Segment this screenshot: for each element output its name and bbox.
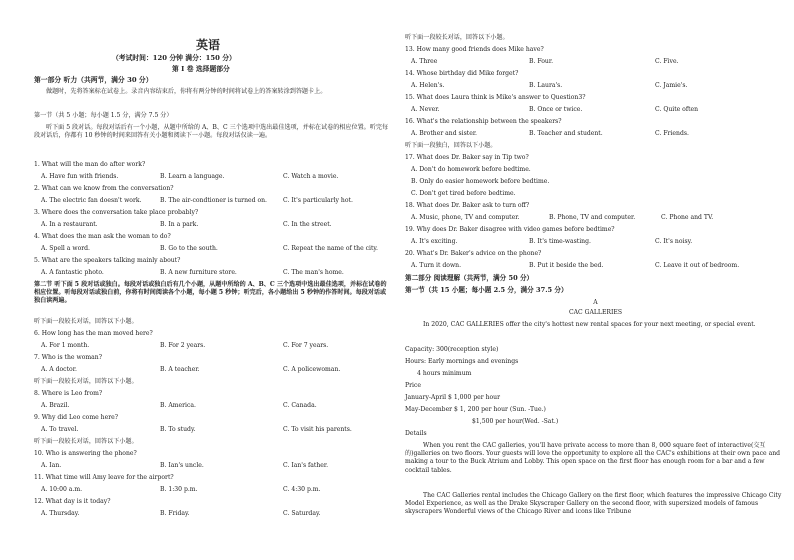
q9-option-a[interactable]: A. To travel. <box>41 426 79 433</box>
details-heading: Details <box>405 430 427 437</box>
q1-option-b[interactable]: B. Learn a language. <box>160 173 225 180</box>
passage-title: CAC GALLERIES <box>568 309 623 316</box>
q10-option-b[interactable]: B. Ian's uncle. <box>160 462 204 469</box>
q11-option-c[interactable]: C. 4:30 p.m. <box>283 486 321 493</box>
q4-option-b[interactable]: B. Go to the south. <box>160 245 218 252</box>
q20-option-c[interactable]: C. Leave it out of bedroom. <box>655 262 740 269</box>
q8-option-a[interactable]: A. Brazil. <box>41 402 70 409</box>
q12-option-b[interactable]: B. Friday. <box>160 510 190 517</box>
question-7: 7. Who is the woman? <box>34 354 102 361</box>
listen-instruction-8: 听下面一段较长对话，回答以下小题。 <box>34 378 138 385</box>
question-18: 18. What does Dr. Baker ask to turn off? <box>405 202 530 209</box>
q10-option-c[interactable]: C. Ian's father. <box>283 462 329 469</box>
q13-option-a[interactable]: A. Three <box>411 58 438 65</box>
q19-option-b[interactable]: B. It's time-wasting. <box>529 238 591 245</box>
q7-option-b[interactable]: B. A teacher. <box>160 366 200 373</box>
passage-intro: In 2020, CAC GALLERIES offer the city's hottest new rental spaces for your next meeting, or special event. <box>423 321 756 328</box>
q20-option-b[interactable]: B. Put it beside the bed. <box>529 262 604 269</box>
question-2: 2. What can we know from the conversation? <box>34 185 174 192</box>
listen-instruction-13: 听下面一段较长对话，回答以下小题。 <box>405 34 509 41</box>
volume-heading: 第 I 卷 选择题部分 <box>172 65 230 73</box>
q1-option-c[interactable]: C. Watch a movie. <box>283 173 339 180</box>
price-line-2: May-December $ 1, 200 per hour (Sun. -Tue.) <box>405 406 546 413</box>
q1-option-a[interactable]: A. Have fun with friends. <box>41 173 119 180</box>
question-3: 3. Where does the conversation take place probably? <box>34 209 199 216</box>
price-line-1: January-April $ 1,000 per hour <box>405 394 501 401</box>
q18-option-a[interactable]: A. Music, phone, TV and computer. <box>411 214 520 221</box>
part1-heading: 第一部分 听力（共两节，满分 30 分） <box>34 76 153 84</box>
passage-letter: A <box>593 299 598 306</box>
question-16: 16. What's the relationship between the speakers? <box>405 118 562 125</box>
q16-option-b[interactable]: B. Teacher and student. <box>529 130 603 137</box>
listen-instruction-17: 听下面一段独白，回答以下小题。 <box>405 142 497 149</box>
q5-option-a[interactable]: A. A fantastic photo. <box>41 269 104 276</box>
part2-heading: 第二部分 阅读理解（共两节，满分 50 分） <box>405 274 534 282</box>
q8-option-c[interactable]: C. Canada. <box>283 402 317 409</box>
q7-option-a[interactable]: A. A doctor. <box>41 366 77 373</box>
q8-option-b[interactable]: B. America. <box>160 402 196 409</box>
q5-option-c[interactable]: C. The man's home. <box>283 269 344 276</box>
q19-option-a[interactable]: A. It's exciting. <box>411 238 458 245</box>
q12-option-a[interactable]: A. Thursday. <box>41 510 80 517</box>
q17-option-b[interactable]: B. Only do easier homework before bedtime. <box>411 178 550 185</box>
q7-option-c[interactable]: C. A policewoman. <box>283 366 341 373</box>
question-12: 12. What day is it today? <box>34 498 111 505</box>
q12-option-c[interactable]: C. Saturday. <box>283 510 321 517</box>
q2-option-b[interactable]: B. The air-condtioner is turned on. <box>160 197 267 204</box>
question-14: 14. Whose birthday did Mike forget? <box>405 70 519 77</box>
question-4: 4. What does the man ask the woman to do? <box>34 233 171 240</box>
q15-option-b[interactable]: B. Once or twice. <box>529 106 583 113</box>
q9-option-c[interactable]: C. To visit his parents. <box>283 426 352 433</box>
question-15: 15. What does Laura think is Mike's answer to Question3? <box>405 94 586 101</box>
price-line-3: $1,500 per hour(Wed. -Sat.) <box>472 418 559 425</box>
question-10: 10. Who is answering the phone? <box>34 450 137 457</box>
right-column <box>397 0 794 560</box>
q17-option-a[interactable]: A. Don't do homework before bedtime. <box>411 166 531 173</box>
q11-option-a[interactable]: A. 10:00 a.m. <box>41 486 83 493</box>
question-20: 20. What's Dr. Baker's advice on the phone? <box>405 250 542 257</box>
q18-option-b[interactable]: B. Phone, TV and computer. <box>549 214 636 221</box>
question-13: 13. How many good friends does Mike have? <box>405 46 544 53</box>
q6-option-b[interactable]: B. For 2 years. <box>160 342 206 349</box>
q4-option-c[interactable]: C. Repeat the name of the city. <box>283 245 378 252</box>
q13-option-c[interactable]: C. Five. <box>655 58 679 65</box>
details-paragraph-1: When you rent the CAC galleries, you'll have private access to more than 8, 000 square feet of interactive(交互的)galleries on two floors. Your guests will love the opportunity to explore all the CAC's exhibitions at their own pace and making a tour to the Buck Atrium and Lobby. This open space on the first floor has enough room for a bar and a few cocktail tables. <box>405 442 781 474</box>
q9-option-b[interactable]: B. To study. <box>160 426 196 433</box>
q16-option-c[interactable]: C. Friends. <box>655 130 689 137</box>
q3-option-b[interactable]: B. In a park. <box>160 221 199 228</box>
q14-option-a[interactable]: A. Helen's. <box>411 82 445 89</box>
question-9: 9. Why did Leo come here? <box>34 414 118 421</box>
q15-option-c[interactable]: C. Quite often <box>655 106 699 113</box>
hours-minimum-line: 4 hours minimum <box>417 370 472 377</box>
capacity-line: Capacity: 300(reception style) <box>405 346 499 353</box>
question-8: 8. Where is Leo from? <box>34 390 103 397</box>
section2-heading: 第二节 听下面 5 段对话或独白。每段对话或独白后有几个小题，从题中所给的 A、B、C 三个选项中选出最佳选项，并标在试卷的相应位置。听每段对话或独白前，你将有时间阅读各个小题，每小题 5 秒钟；听完后，各小题给出 5 秒钟的作答时间。每段对话或独白读两遍。 <box>34 281 387 305</box>
section1-heading: 第一节（共 5 小题；每小题 1.5 分，满分 7.5 分） <box>34 112 173 119</box>
q13-option-b[interactable]: B. Four. <box>529 58 554 65</box>
q14-option-c[interactable]: C. Jamie's. <box>655 82 688 89</box>
question-6: 6. How long has the man moved here? <box>34 330 153 337</box>
q17-option-c[interactable]: C. Don't get tired before bedtime. <box>411 190 516 197</box>
q11-option-b[interactable]: B. 1:30 p.m. <box>160 486 198 493</box>
q6-option-c[interactable]: C. For 7 years. <box>283 342 329 349</box>
q16-option-a[interactable]: A. Brother and sister. <box>411 130 477 137</box>
q19-option-c[interactable]: C. It's noisy. <box>655 238 693 245</box>
hours-line: Hours: Early mornings and evenings <box>405 358 519 365</box>
question-1: 1. What will the man do after work? <box>34 161 146 168</box>
listening-intro: 做题时，先将答案标在试卷上。录音内容结束后，你将有两分钟的时间将试卷上的答案转涂到答题卡上。 <box>46 88 327 95</box>
part2-section1-heading: 第一节（共 15 小题；每小题 2.5 分，满分 37.5 分） <box>405 286 568 294</box>
q5-option-b[interactable]: B. A new furniture store. <box>160 269 237 276</box>
exam-meta: （考试时间：120 分钟 满分：150 分） <box>112 54 236 62</box>
question-17: 17. What does Dr. Baker say in Tip two? <box>405 154 529 161</box>
price-heading: Price <box>405 382 421 389</box>
listen-instruction-10: 听下面一段较长对话，回答以下小题。 <box>34 438 138 445</box>
q15-option-a[interactable]: A. Never. <box>411 106 440 113</box>
q6-option-a[interactable]: A. For 1 month. <box>41 342 90 349</box>
q2-option-a[interactable]: A. The electric fan doesn't work. <box>41 197 142 204</box>
q2-option-c[interactable]: C. It's particularly hot. <box>283 197 353 204</box>
q14-option-b[interactable]: B. Laura's. <box>529 82 563 89</box>
details-paragraph-2: The CAC Galleries rental includes the Chicago Gallery on the first floor, which features the impressive Chicago City Model Experience, as well as the Drake Skyscraper Gallery on the second floor, with supersized models of famous skyscrapers Wonderful views of the Chicago River and icons like Tribune <box>405 492 782 516</box>
q18-option-c[interactable]: C. Phone and TV. <box>661 214 714 221</box>
section1-intro: 听下面 5 段对话。每段对话后有一个小题，从题中所给的 A、B、C 三个选项中选出最佳选项，并标在试卷的相应位置。听完每段对话后，你都有 10 秒钟的时间来回答有关小题和阅读下一小题。每段对话仅读一遍。 <box>34 124 389 140</box>
q4-option-a[interactable]: A. Spell a word. <box>41 245 90 252</box>
listen-instruction-6: 听下面一段较长对话，回答以下小题。 <box>34 318 138 325</box>
q3-option-a[interactable]: A. In a restaurant. <box>41 221 98 228</box>
q10-option-a[interactable]: A. Ian. <box>41 462 62 469</box>
question-19: 19. Why does Dr. Baker disagree with video games before bedtime? <box>405 226 615 233</box>
q20-option-a[interactable]: A. Turn it down. <box>411 262 462 269</box>
question-5: 5. What are the speakers talking mainly about? <box>34 257 181 264</box>
page-title: 英语 <box>196 38 221 52</box>
q3-option-c[interactable]: C. In the street. <box>283 221 332 228</box>
question-11: 11. What time will Amy leave for the airport? <box>34 474 174 481</box>
